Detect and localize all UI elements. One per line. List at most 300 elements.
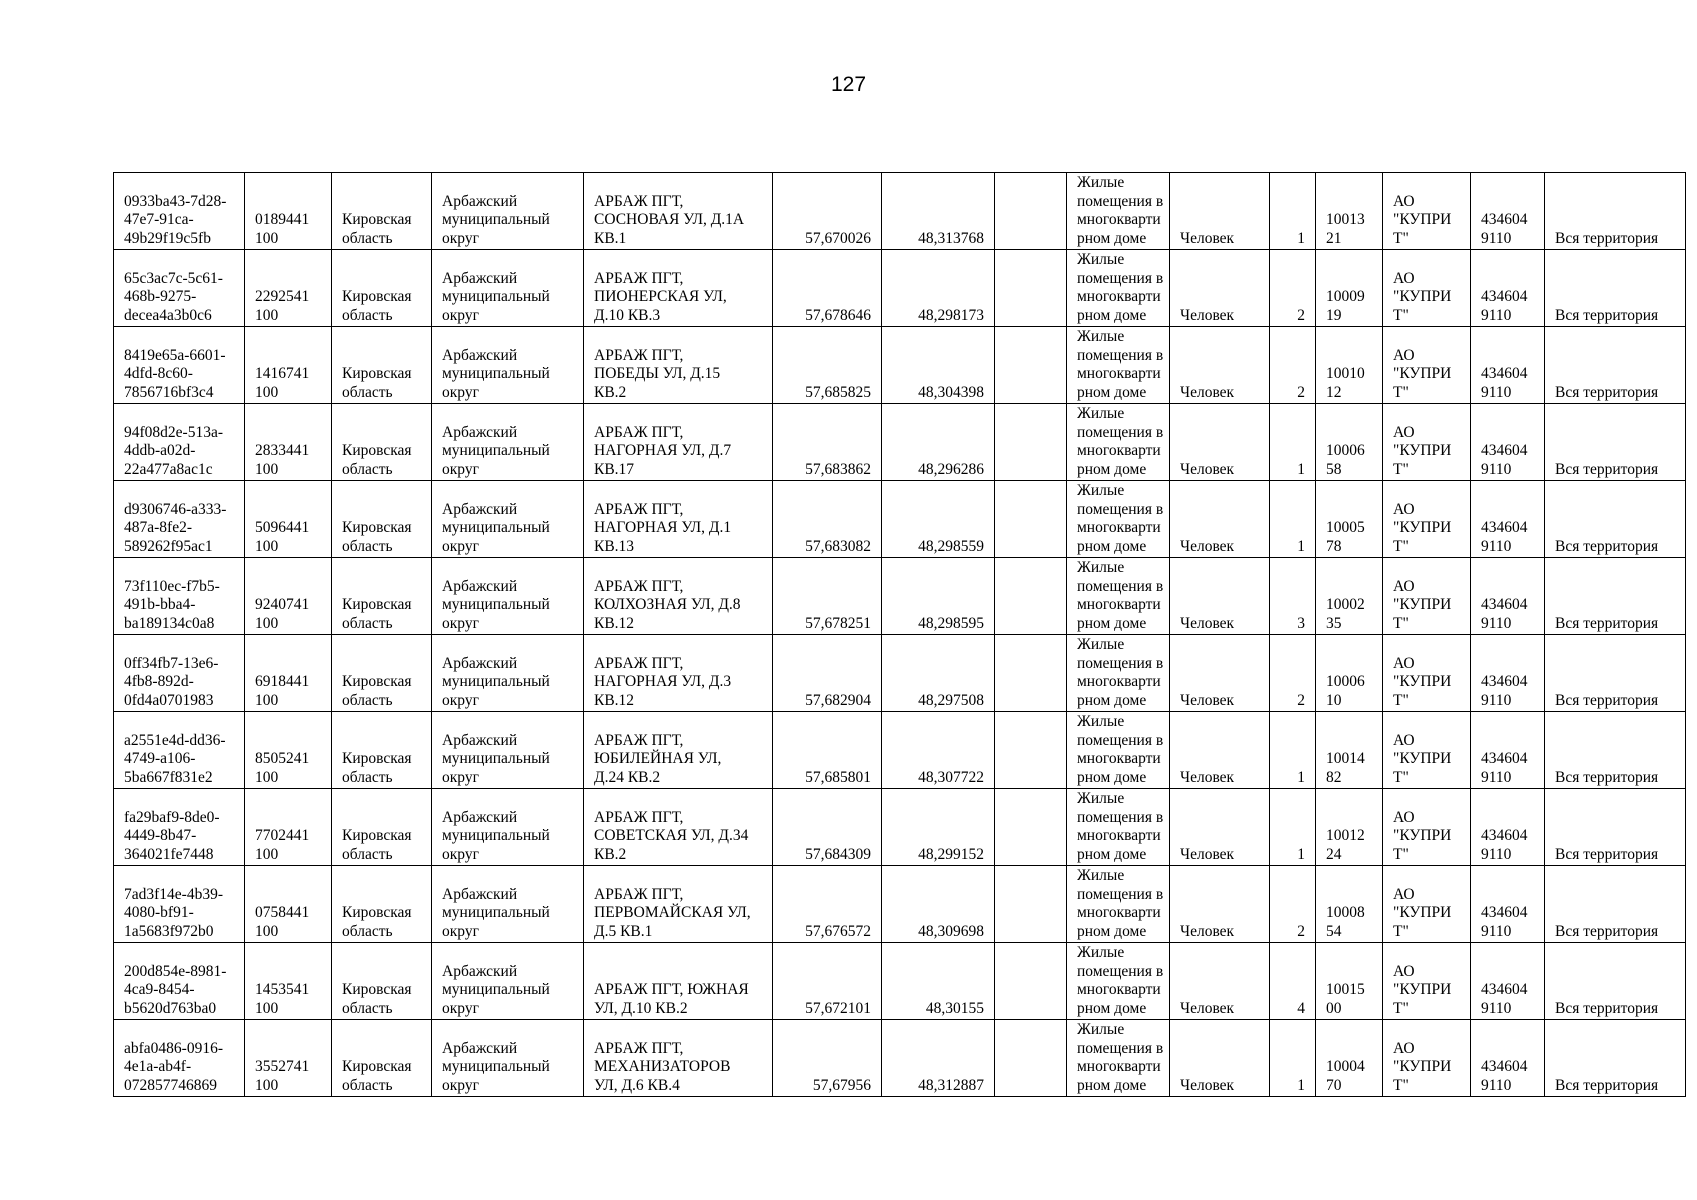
cell-line: Кировская bbox=[342, 288, 412, 305]
cell-count bbox=[1270, 558, 1316, 635]
cell-reference bbox=[1316, 481, 1383, 558]
cell-line: многокварти bbox=[1077, 519, 1161, 536]
cell-empty bbox=[995, 789, 1067, 866]
cell-district bbox=[432, 327, 584, 404]
cell-line: Человек bbox=[1180, 922, 1235, 940]
cell-reference bbox=[1316, 712, 1383, 789]
cell-line: 491b-bba4- bbox=[124, 596, 196, 613]
table-row bbox=[114, 712, 1686, 789]
cell-line: округ bbox=[442, 383, 479, 401]
cell-line: муниципальный bbox=[442, 750, 550, 767]
cell-line: 58 bbox=[1326, 460, 1342, 478]
cell-line: Д.24 КВ.2 bbox=[594, 768, 661, 786]
cell-line: 57,684309 bbox=[805, 845, 871, 863]
cell-unit bbox=[1170, 943, 1270, 1020]
cell-line: 19 bbox=[1326, 306, 1342, 324]
cell-latitude bbox=[773, 635, 882, 712]
cell-address bbox=[584, 250, 773, 327]
cell-premises-type bbox=[1067, 789, 1170, 866]
cell-line: ПИОНЕРСКАЯ УЛ, bbox=[594, 288, 727, 305]
cell-line: 9110 bbox=[1481, 383, 1512, 401]
cell-line: Жилые bbox=[1077, 867, 1125, 884]
cell-line: КВ.1 bbox=[594, 229, 627, 247]
cell-line: Вся территория bbox=[1555, 229, 1659, 247]
cell-line: КВ.17 bbox=[594, 460, 635, 478]
cell-longitude bbox=[882, 558, 995, 635]
cell-line: 57,670026 bbox=[805, 229, 871, 247]
cell-unit bbox=[1170, 558, 1270, 635]
cell-line: 434604 bbox=[1481, 442, 1528, 459]
cell-line: Арбажский bbox=[442, 192, 518, 210]
cell-line: "КУПРИ bbox=[1393, 288, 1452, 305]
cell-line: область bbox=[342, 383, 393, 401]
cell-line: АРБАЖ ПГТ, bbox=[594, 808, 684, 826]
cell-code bbox=[245, 1020, 332, 1097]
cell-line: Кировская bbox=[342, 442, 412, 459]
cell-line: Т" bbox=[1393, 999, 1409, 1017]
cell-line: АО bbox=[1393, 962, 1415, 980]
cell-line: 48,298559 bbox=[918, 537, 984, 555]
cell-line: многокварти bbox=[1077, 904, 1161, 921]
cell-line: 8419e65a-6601- bbox=[124, 346, 226, 364]
cell-line: 48,297508 bbox=[918, 691, 984, 709]
cell-line: рном доме bbox=[1077, 537, 1147, 555]
cell-line: Вся территория bbox=[1555, 922, 1659, 940]
cell-line: 1 bbox=[1297, 537, 1305, 555]
cell-longitude bbox=[882, 943, 995, 1020]
cell-line: 2 bbox=[1297, 691, 1305, 709]
cell-line: 48,299152 bbox=[918, 845, 984, 863]
cell-line: помещения в bbox=[1077, 577, 1164, 595]
cell-region bbox=[332, 943, 432, 1020]
cell-line: 434604 bbox=[1481, 750, 1528, 767]
cell-line: 434604 bbox=[1481, 673, 1528, 690]
cell-line: 47e7-91ca- bbox=[124, 211, 194, 228]
cell-line: Кировская bbox=[342, 596, 412, 613]
cell-empty bbox=[995, 558, 1067, 635]
cell-line: 57,683082 bbox=[805, 537, 871, 555]
cell-line: Арбажский bbox=[442, 423, 518, 441]
cell-line: 1 bbox=[1297, 845, 1305, 863]
cell-line: 21 bbox=[1326, 229, 1342, 247]
cell-line: муниципальный bbox=[442, 442, 550, 459]
cell-line: Т" bbox=[1393, 383, 1409, 401]
cell-line: СОСНОВАЯ УЛ, Д.1А bbox=[594, 211, 745, 228]
cell-line: 2833441 bbox=[255, 442, 310, 459]
cell-region bbox=[332, 250, 432, 327]
cell-longitude bbox=[882, 250, 995, 327]
cell-line: рном доме bbox=[1077, 614, 1147, 632]
cell-line: область bbox=[342, 999, 393, 1017]
cell-line: 100 bbox=[255, 922, 279, 940]
cell-unit bbox=[1170, 712, 1270, 789]
cell-line: 072857746869 bbox=[124, 1076, 217, 1094]
cell-line: многокварти bbox=[1077, 596, 1161, 613]
cell-line: Человек bbox=[1180, 1076, 1235, 1094]
cell-longitude bbox=[882, 173, 995, 250]
cell-line: "КУПРИ bbox=[1393, 442, 1452, 459]
cell-line: 57,683862 bbox=[805, 460, 871, 478]
cell-line: Арбажский bbox=[442, 269, 518, 287]
cell-line: 589262f95ac1 bbox=[124, 537, 213, 555]
cell-unit bbox=[1170, 866, 1270, 943]
cell-line: АО bbox=[1393, 192, 1415, 210]
cell-territory bbox=[1545, 866, 1686, 943]
cell-line: помещения в bbox=[1077, 346, 1164, 364]
cell-empty bbox=[995, 712, 1067, 789]
cell-line: ba189134c0a8 bbox=[124, 614, 215, 632]
cell-line: 73f110ec-f7b5- bbox=[124, 577, 220, 595]
cell-address bbox=[584, 712, 773, 789]
cell-line: Кировская bbox=[342, 750, 412, 767]
cell-line: АРБАЖ ПГТ, bbox=[594, 654, 684, 672]
cell-line: 65c3ac7c-5c61- bbox=[124, 269, 223, 287]
cell-line: округ bbox=[442, 614, 479, 632]
cell-line: АО bbox=[1393, 808, 1415, 826]
cell-line: 9110 bbox=[1481, 845, 1512, 863]
cell-line: 4ddb-a02d- bbox=[124, 442, 196, 459]
cell-latitude bbox=[773, 558, 882, 635]
cell-line: СОВЕТСКАЯ УЛ, Д.34 bbox=[594, 827, 749, 844]
cell-count bbox=[1270, 789, 1316, 866]
cell-id bbox=[114, 635, 245, 712]
cell-line: Жилые bbox=[1077, 636, 1125, 653]
cell-unit bbox=[1170, 404, 1270, 481]
cell-line: область bbox=[342, 768, 393, 786]
cell-line: 2292541 bbox=[255, 288, 310, 305]
table-row bbox=[114, 866, 1686, 943]
cell-organization bbox=[1383, 1020, 1471, 1097]
cell-line: КВ.12 bbox=[594, 691, 635, 709]
cell-longitude bbox=[882, 789, 995, 866]
cell-line: Вся территория bbox=[1555, 768, 1659, 786]
cell-line: "КУПРИ bbox=[1393, 981, 1452, 998]
cell-count bbox=[1270, 173, 1316, 250]
cell-line: 364021fe7448 bbox=[124, 845, 214, 863]
cell-line: КОЛХОЗНАЯ УЛ, Д.8 bbox=[594, 596, 741, 613]
cell-line: многокварти bbox=[1077, 288, 1161, 305]
cell-inn bbox=[1471, 635, 1545, 712]
cell-line: муниципальный bbox=[442, 904, 550, 921]
cell-line: 48,298595 bbox=[918, 614, 984, 632]
cell-line: Арбажский bbox=[442, 1039, 518, 1057]
cell-line: рном доме bbox=[1077, 999, 1147, 1017]
cell-line: 100 bbox=[255, 768, 279, 786]
cell-line: 5096441 bbox=[255, 519, 310, 536]
cell-id bbox=[114, 481, 245, 558]
cell-line: область bbox=[342, 537, 393, 555]
cell-line: 7702441 bbox=[255, 827, 310, 844]
cell-premises-type bbox=[1067, 1020, 1170, 1097]
cell-longitude bbox=[882, 635, 995, 712]
cell-line: 0758441 bbox=[255, 904, 310, 921]
cell-line: 78 bbox=[1326, 537, 1342, 555]
cell-line: Кировская bbox=[342, 827, 412, 844]
cell-line: 1 bbox=[1297, 229, 1305, 247]
cell-line: Т" bbox=[1393, 691, 1409, 709]
cell-region bbox=[332, 789, 432, 866]
table-row bbox=[114, 1020, 1686, 1097]
cell-line: Вся территория bbox=[1555, 691, 1659, 709]
cell-line: 57,685825 bbox=[805, 383, 871, 401]
cell-line: область bbox=[342, 460, 393, 478]
cell-longitude bbox=[882, 481, 995, 558]
table-row bbox=[114, 250, 1686, 327]
cell-id bbox=[114, 173, 245, 250]
cell-line: 35 bbox=[1326, 614, 1342, 632]
cell-line: Человек bbox=[1180, 537, 1235, 555]
cell-line: decea4a3b0c6 bbox=[124, 306, 212, 324]
cell-district bbox=[432, 173, 584, 250]
cell-code bbox=[245, 943, 332, 1020]
cell-line: округ bbox=[442, 999, 479, 1017]
data-table bbox=[113, 172, 1686, 1097]
cell-line: муниципальный bbox=[442, 1058, 550, 1075]
cell-territory bbox=[1545, 712, 1686, 789]
cell-district bbox=[432, 250, 584, 327]
cell-line: 4749-a106- bbox=[124, 750, 196, 767]
cell-line: Жилые bbox=[1077, 559, 1125, 576]
cell-line: 1 bbox=[1297, 768, 1305, 786]
cell-organization bbox=[1383, 789, 1471, 866]
cell-latitude bbox=[773, 327, 882, 404]
cell-reference bbox=[1316, 1020, 1383, 1097]
cell-line: АРБАЖ ПГТ, bbox=[594, 423, 684, 441]
cell-line: 434604 bbox=[1481, 365, 1528, 382]
cell-line: округ bbox=[442, 922, 479, 940]
cell-line: АО bbox=[1393, 1039, 1415, 1057]
cell-line: 57,67956 bbox=[812, 1076, 871, 1094]
cell-line: АРБАЖ ПГТ, bbox=[594, 731, 684, 749]
cell-reference bbox=[1316, 943, 1383, 1020]
cell-district bbox=[432, 866, 584, 943]
cell-code bbox=[245, 866, 332, 943]
cell-line: Человек bbox=[1180, 691, 1235, 709]
cell-line: помещения в bbox=[1077, 808, 1164, 826]
cell-line: помещения в bbox=[1077, 269, 1164, 287]
cell-premises-type bbox=[1067, 250, 1170, 327]
cell-reference bbox=[1316, 635, 1383, 712]
cell-line: рном доме bbox=[1077, 229, 1147, 247]
cell-line: 24 bbox=[1326, 845, 1342, 863]
cell-count bbox=[1270, 404, 1316, 481]
cell-line: помещения в bbox=[1077, 1039, 1164, 1057]
cell-territory bbox=[1545, 1020, 1686, 1097]
cell-empty bbox=[995, 250, 1067, 327]
cell-line: 10014 bbox=[1326, 750, 1365, 767]
cell-line: область bbox=[342, 614, 393, 632]
cell-latitude bbox=[773, 481, 882, 558]
cell-line: многокварти bbox=[1077, 1058, 1161, 1075]
cell-line: 3552741 bbox=[255, 1058, 310, 1075]
cell-line: 54 bbox=[1326, 922, 1342, 940]
cell-line: 9110 bbox=[1481, 691, 1512, 709]
cell-line: 100 bbox=[255, 691, 279, 709]
cell-line: 94f08d2e-513a- bbox=[124, 423, 223, 441]
cell-line: Арбажский bbox=[442, 500, 518, 518]
cell-reference bbox=[1316, 404, 1383, 481]
cell-line: АРБАЖ ПГТ, bbox=[594, 192, 684, 210]
cell-district bbox=[432, 1020, 584, 1097]
table-body bbox=[114, 173, 1686, 1097]
cell-line: 487a-8fe2- bbox=[124, 519, 192, 536]
cell-line: Вся территория bbox=[1555, 845, 1659, 863]
cell-line: 9110 bbox=[1481, 306, 1512, 324]
cell-line: 57,678251 bbox=[805, 614, 871, 632]
cell-line: 10010 bbox=[1326, 365, 1365, 382]
cell-line: 10015 bbox=[1326, 981, 1365, 998]
cell-id bbox=[114, 943, 245, 1020]
cell-premises-type bbox=[1067, 712, 1170, 789]
cell-line: Т" bbox=[1393, 460, 1409, 478]
cell-territory bbox=[1545, 250, 1686, 327]
cell-line: Жилые bbox=[1077, 405, 1125, 422]
cell-line: Арбажский bbox=[442, 885, 518, 903]
cell-region bbox=[332, 173, 432, 250]
cell-latitude bbox=[773, 789, 882, 866]
cell-count bbox=[1270, 943, 1316, 1020]
cell-line: помещения в bbox=[1077, 192, 1164, 210]
cell-line: 48,298173 bbox=[918, 306, 984, 324]
cell-line: 4ca9-8454- bbox=[124, 981, 195, 998]
cell-line: муниципальный bbox=[442, 673, 550, 690]
cell-line: 1 bbox=[1297, 460, 1305, 478]
cell-line: АРБАЖ ПГТ, bbox=[594, 500, 684, 518]
cell-line: 9110 bbox=[1481, 1076, 1512, 1094]
cell-line: 434604 bbox=[1481, 904, 1528, 921]
cell-latitude bbox=[773, 866, 882, 943]
cell-line: Вся территория bbox=[1555, 999, 1659, 1017]
cell-line: Т" bbox=[1393, 922, 1409, 940]
cell-organization bbox=[1383, 404, 1471, 481]
cell-premises-type bbox=[1067, 558, 1170, 635]
cell-line: 48,312887 bbox=[918, 1076, 984, 1094]
cell-line: 6918441 bbox=[255, 673, 310, 690]
cell-empty bbox=[995, 866, 1067, 943]
cell-inn bbox=[1471, 173, 1545, 250]
cell-line: АО bbox=[1393, 423, 1415, 441]
cell-unit bbox=[1170, 327, 1270, 404]
cell-line: 48,309698 bbox=[918, 922, 984, 940]
cell-line: АРБАЖ ПГТ, bbox=[594, 269, 684, 287]
cell-line: 82 bbox=[1326, 768, 1342, 786]
cell-address bbox=[584, 1020, 773, 1097]
cell-line: многокварти bbox=[1077, 827, 1161, 844]
cell-premises-type bbox=[1067, 481, 1170, 558]
cell-line: Жилые bbox=[1077, 713, 1125, 730]
cell-address bbox=[584, 327, 773, 404]
cell-line: "КУПРИ bbox=[1393, 1058, 1452, 1075]
table-row bbox=[114, 173, 1686, 250]
cell-line: a2551e4d-dd36- bbox=[124, 731, 226, 749]
cell-line: Человек bbox=[1180, 768, 1235, 786]
cell-line: 9110 bbox=[1481, 999, 1512, 1017]
cell-line: "КУПРИ bbox=[1393, 519, 1452, 536]
cell-line: АРБАЖ ПГТ, ЮЖНАЯ bbox=[594, 981, 749, 998]
cell-code bbox=[245, 712, 332, 789]
cell-line: 10002 bbox=[1326, 596, 1365, 613]
cell-line: 57,672101 bbox=[805, 999, 871, 1017]
cell-line: КВ.2 bbox=[594, 383, 627, 401]
cell-longitude bbox=[882, 327, 995, 404]
cell-organization bbox=[1383, 712, 1471, 789]
cell-line: помещения в bbox=[1077, 423, 1164, 441]
cell-id bbox=[114, 250, 245, 327]
cell-line: Д.5 КВ.1 bbox=[594, 922, 653, 940]
cell-line: 9110 bbox=[1481, 229, 1512, 247]
cell-line: Вся территория bbox=[1555, 383, 1659, 401]
cell-line: 100 bbox=[255, 306, 279, 324]
cell-line: Человек bbox=[1180, 845, 1235, 863]
cell-line: 9110 bbox=[1481, 614, 1512, 632]
cell-line: 10012 bbox=[1326, 827, 1365, 844]
cell-reference bbox=[1316, 173, 1383, 250]
cell-premises-type bbox=[1067, 173, 1170, 250]
cell-line: 434604 bbox=[1481, 596, 1528, 613]
cell-line: 8505241 bbox=[255, 750, 310, 767]
cell-line: 10006 bbox=[1326, 442, 1365, 459]
cell-line: АРБАЖ ПГТ, bbox=[594, 346, 684, 364]
cell-line: 70 bbox=[1326, 1076, 1342, 1094]
cell-line: рном доме bbox=[1077, 306, 1147, 324]
cell-territory bbox=[1545, 635, 1686, 712]
cell-line: "КУПРИ bbox=[1393, 596, 1452, 613]
cell-address bbox=[584, 943, 773, 1020]
cell-line: муниципальный bbox=[442, 981, 550, 998]
cell-line: АРБАЖ ПГТ, bbox=[594, 885, 684, 903]
cell-line: рном доме bbox=[1077, 922, 1147, 940]
cell-district bbox=[432, 558, 584, 635]
cell-line: 4 bbox=[1297, 999, 1305, 1017]
cell-code bbox=[245, 173, 332, 250]
cell-count bbox=[1270, 481, 1316, 558]
cell-line: УЛ, Д.6 КВ.4 bbox=[594, 1076, 680, 1094]
cell-district bbox=[432, 712, 584, 789]
cell-line: Жилые bbox=[1077, 944, 1125, 961]
cell-line: "КУПРИ bbox=[1393, 365, 1452, 382]
cell-line: 10006 bbox=[1326, 673, 1365, 690]
cell-line: 10008 bbox=[1326, 904, 1365, 921]
cell-count bbox=[1270, 1020, 1316, 1097]
cell-reference bbox=[1316, 789, 1383, 866]
cell-unit bbox=[1170, 789, 1270, 866]
cell-latitude bbox=[773, 250, 882, 327]
cell-line: 0933ba43-7d28- bbox=[124, 192, 227, 210]
cell-line: 4dfd-8c60- bbox=[124, 365, 193, 382]
cell-line: КВ.2 bbox=[594, 845, 627, 863]
cell-line: 9110 bbox=[1481, 768, 1512, 786]
cell-line: 57,678646 bbox=[805, 306, 871, 324]
cell-line: область bbox=[342, 845, 393, 863]
table-row bbox=[114, 327, 1686, 404]
cell-line: АО bbox=[1393, 885, 1415, 903]
cell-district bbox=[432, 635, 584, 712]
table-row bbox=[114, 404, 1686, 481]
cell-line: 0fd4a0701983 bbox=[124, 691, 214, 709]
cell-line: 100 bbox=[255, 229, 279, 247]
cell-territory bbox=[1545, 789, 1686, 866]
cell-line: рном доме bbox=[1077, 768, 1147, 786]
cell-inn bbox=[1471, 404, 1545, 481]
cell-line: область bbox=[342, 229, 393, 247]
cell-line: 4449-8b47- bbox=[124, 827, 197, 844]
cell-premises-type bbox=[1067, 866, 1170, 943]
cell-territory bbox=[1545, 558, 1686, 635]
cell-line: Т" bbox=[1393, 306, 1409, 324]
cell-longitude bbox=[882, 1020, 995, 1097]
cell-region bbox=[332, 635, 432, 712]
cell-line: муниципальный bbox=[442, 596, 550, 613]
